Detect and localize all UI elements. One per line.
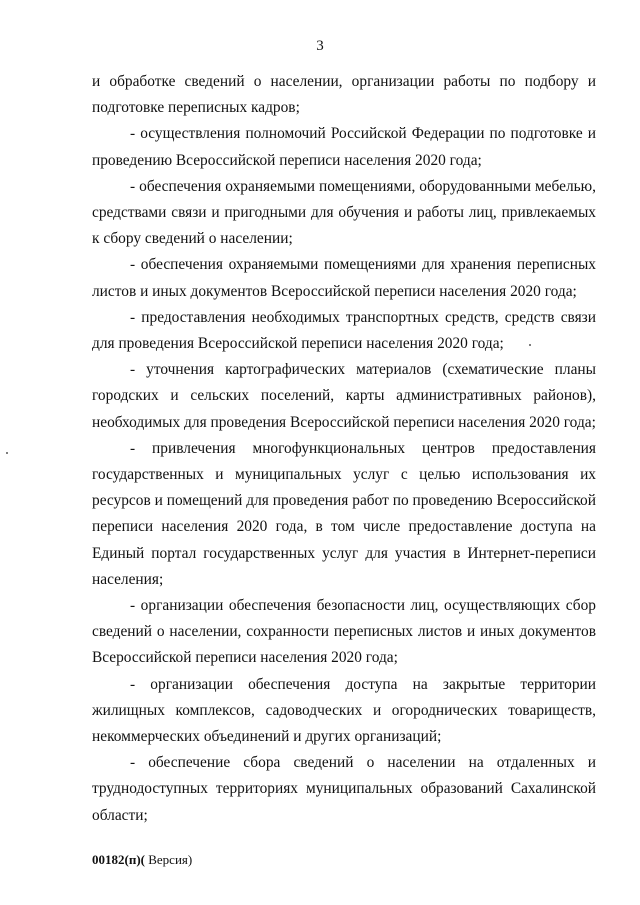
footer-code: 00182(п)( bbox=[92, 852, 145, 867]
paragraph-continuation: и обработке сведений о населении, организации работы по подбору и подготовке переписных кадров; bbox=[92, 73, 596, 117]
list-item-cartography: - уточнения картографических материалов (схематические планы городских и сельских поселений, карты административных районов), необходимых для проведения Всероссийской переписи населения 2020 года; bbox=[92, 361, 596, 431]
list-item-transport: - предоставления необходимых транспортных средств, средств связи для проведения Всероссийской переписи населения 2020 года; bbox=[92, 308, 596, 353]
list-item-mfc: - привлечения многофункциональных центров предоставления государственных и муниципальных услуг с целью использования их ресурсов и помещений для проведения работ по проведению Всероссийской переписи населения 2020 года, в том числе предоставление доступа на Единый портал государственных услуг для участия в Интернет-переписи населения; bbox=[92, 439, 596, 588]
list-item-federal-powers: - осуществления полномочий Российской Федерации по подготовке и проведению Всероссийской переписи населения 2020 года; bbox=[92, 125, 596, 169]
document-footer bbox=[92, 852, 192, 868]
list-item-remote-territories: - обеспечение сбора сведений о населении на отдаленных и труднодоступных территориях муниципальных образований Сахалинской области; bbox=[92, 754, 596, 824]
list-item-closed-territories: - организации обеспечения доступа на закрытые территории жилищных комплексов, садоводческих и огороднических товариществ, некоммерческих объединений и других организаций; bbox=[92, 675, 596, 746]
list-item-premises-training: - обеспечения охраняемыми помещениями, оборудованными мебелью, средствами связи и пригодными для обучения и работы лиц, привлекаемых к сбору сведений о населении; bbox=[92, 177, 596, 248]
scan-speck bbox=[6, 452, 8, 454]
list-item-premises-storage: - обеспечения охраняемыми помещениями для хранения переписных листов и иных документов Всероссийской переписи населения 2020 года; bbox=[92, 256, 596, 300]
list-item-safety: - организации обеспечения безопасности лиц, осуществляющих сбор сведений о населении, сохранности переписных листов и иных документов Всероссийской переписи населения 2020 года; bbox=[92, 597, 596, 667]
scan-speck bbox=[529, 344, 531, 346]
document-body bbox=[92, 69, 596, 829]
footer-label: Версия) bbox=[144, 852, 193, 867]
page-number: 3 bbox=[316, 38, 324, 54]
